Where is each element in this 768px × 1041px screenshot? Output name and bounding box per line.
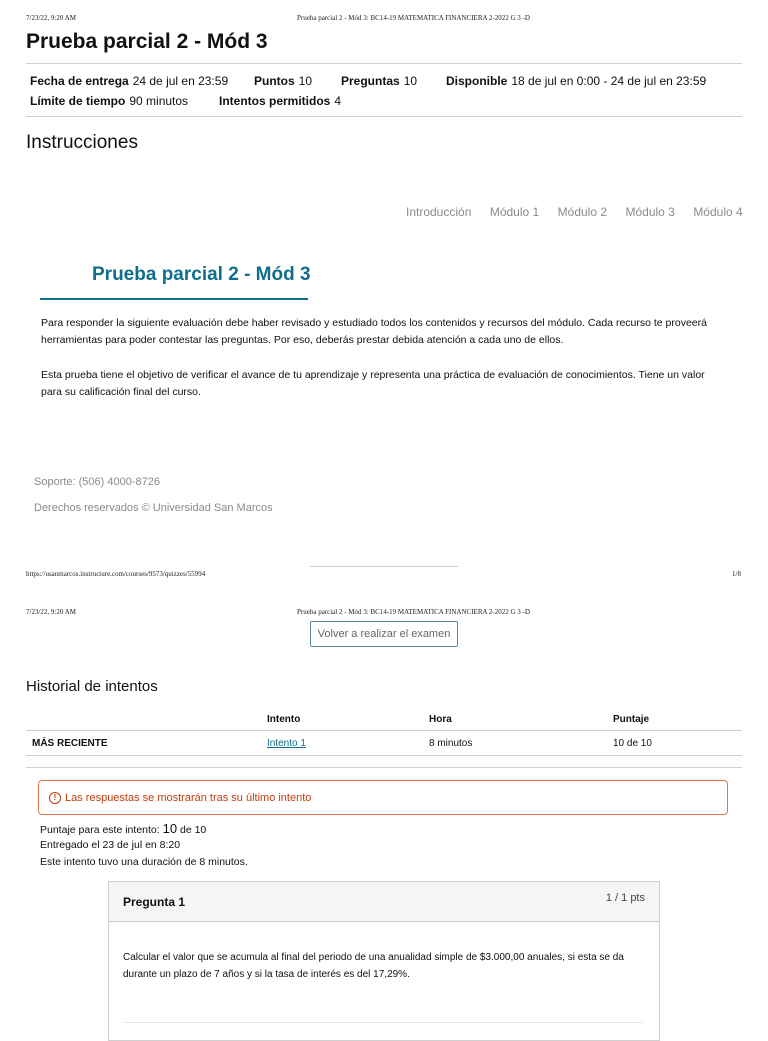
attempt-link-cell (261, 731, 423, 756)
points-value: 10 (298, 74, 313, 88)
instructions-paragraph-1: Para responder la siguiente evaluación debe haber revisado y estudiado todos los contenidos y recursos del módulo. Cada recurso te proveerá herramientas para poder contestar las preguntas. Por eso, deberás prestar debida atención a cada uno de ellos. (41, 317, 707, 346)
attempt-history-table (26, 708, 742, 756)
time-limit (30, 92, 188, 110)
attempt-score: 10 de 10 (607, 731, 742, 756)
question-card (108, 881, 660, 1041)
available-label: Disponible (446, 74, 508, 88)
results-hidden-alert (38, 780, 728, 815)
column-header (26, 708, 261, 731)
question-points: 1 / 1 pts (605, 892, 645, 904)
divider (26, 63, 742, 64)
attempt-link[interactable]: Intento 1 (267, 737, 306, 749)
score-total: de 10 (179, 824, 207, 836)
copyright: Derechos reservados © Universidad San Marcos (34, 502, 273, 514)
warning-icon: ! (49, 792, 61, 804)
attempt-duration: Este intento tuvo una duración de 8 minutos. (40, 856, 248, 868)
card-title: Prueba parcial 2 - Mód 3 (92, 264, 311, 285)
question-text: Calcular el valor que se acumula al final del periodo de una anualidad simple de $3.000,00 anuales, si esta se da durante un plazo de 7 años y si la tasa de interés es del 17,29%. (123, 952, 624, 980)
card-title-underline (40, 298, 308, 300)
tab-modulo-2[interactable]: Módulo 2 (557, 205, 608, 219)
time-limit-value: 90 minutos (129, 94, 189, 108)
retake-quiz-button[interactable]: Volver a realizar el examen (310, 621, 458, 647)
tab-introduccion[interactable]: Introducción (406, 205, 472, 219)
table-row (26, 731, 742, 756)
tab-modulo-3[interactable]: Módulo 3 (625, 205, 675, 219)
points-label: Puntos (254, 74, 295, 88)
print-url: https://usanmarcos.instructure.com/courses/9573/quizzes/55994 (26, 570, 206, 578)
available-value: 18 de jul en 0:00 - 24 de jul en 23:59 (511, 74, 707, 88)
table-header-row (26, 708, 742, 731)
attempt-time: 8 minutos (423, 731, 607, 756)
questions-value: 10 (403, 74, 418, 88)
print-datetime: 7/23/22, 9:20 AM (26, 14, 76, 22)
points (254, 72, 312, 90)
column-header-time: Hora (423, 708, 607, 731)
due-date (30, 72, 228, 90)
print-doc-title: Prueba parcial 2 - Mód 3: BC14-19 MATEMATICA FINANCIERA 2-2022 G 3 -D (297, 14, 530, 22)
tab-modulo-1[interactable]: Módulo 1 (489, 205, 540, 219)
divider (123, 1022, 643, 1023)
module-tabs (392, 203, 743, 221)
history-heading: Historial de intentos (26, 678, 158, 695)
attempts-value: 4 (334, 94, 342, 108)
instructions-paragraph-2: Esta prueba tiene el objetivo de verificar el avance de tu aprendizaje y representa una práctica de evaluación de conocimientos. Tiene un valor para su calificación final del curso. (41, 369, 705, 398)
available (446, 72, 706, 90)
divider (26, 116, 742, 117)
column-header-score: Puntaje (607, 708, 742, 731)
column-header-attempt: Intento (261, 708, 423, 731)
row-label: MÁS RECIENTE (26, 731, 261, 756)
questions-label: Preguntas (341, 74, 400, 88)
due-value: 24 de jul en 23:59 (132, 74, 229, 88)
question-header (109, 882, 659, 922)
support-phone: Soporte: (506) 4000-8726 (34, 476, 160, 488)
print-page-number: 1/8 (732, 570, 741, 578)
print-doc-title: Prueba parcial 2 - Mód 3: BC14-19 MATEMATICA FINANCIERA 2-2022 G 3 -D (297, 608, 530, 616)
score-summary (40, 821, 206, 836)
print-datetime: 7/23/22, 9:20 AM (26, 608, 76, 616)
questions (341, 72, 417, 90)
submitted-at: Entregado el 23 de jul en 8:20 (40, 839, 181, 851)
instructions-heading: Instrucciones (26, 132, 138, 153)
divider (26, 767, 742, 768)
due-label: Fecha de entrega (30, 74, 129, 88)
alert-text: Las respuestas se mostrarán tras su último intento (65, 791, 312, 804)
divider (310, 566, 458, 567)
score-value: 10 (162, 821, 178, 836)
page-title: Prueba parcial 2 - Mód 3 (26, 30, 268, 53)
tab-modulo-4[interactable]: Módulo 4 (693, 205, 743, 219)
attempts-label: Intentos permitidos (219, 94, 331, 108)
attempts-allowed (219, 92, 341, 110)
question-title: Pregunta 1 (123, 894, 186, 909)
time-limit-label: Límite de tiempo (30, 94, 126, 108)
score-label: Puntaje para este intento: (40, 824, 160, 836)
